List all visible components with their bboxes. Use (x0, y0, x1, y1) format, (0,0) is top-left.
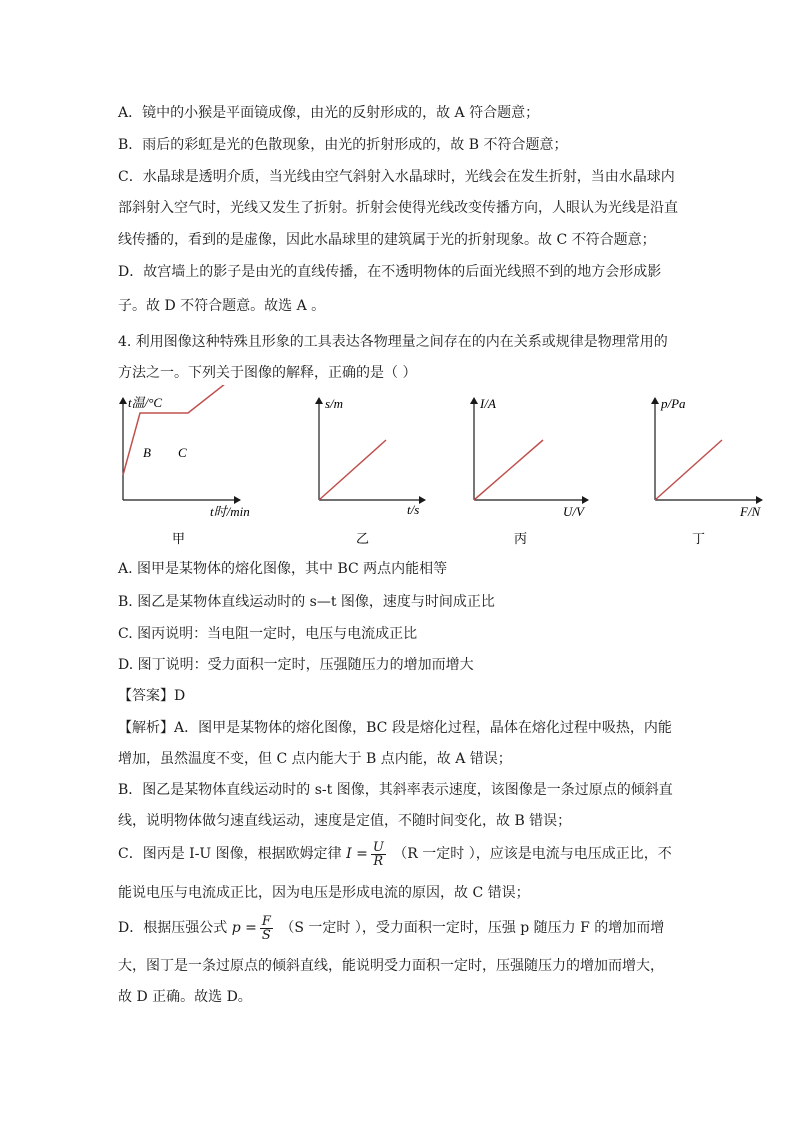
analysis-option-b-line1: B．图乙是某物体直线运动时的 s-t 图像，其斜率表示速度，该图像是一条过原点的倾斜直 (118, 782, 673, 798)
graph-bing-ylabel: I/A (480, 396, 496, 411)
analysis-option-d-line2: 大，图丁是一条过原点的倾斜直线，能说明受力面积一定时，压强随压力的增加而增大， (118, 958, 664, 974)
question-stem-line2: 方法之一。下列关于图像的解释，正确的是（ ） (118, 365, 417, 381)
option-b: B. 图乙是某物体直线运动时的 s—t 图像，速度与时间成正比 (118, 594, 495, 610)
graph-bing-xlabel: U/V (563, 504, 584, 519)
question-stem-line1: 4. 利用图像这种特殊且形象的工具表达各物理量之间存在的内在关系或规律是物理常用的 (118, 334, 668, 350)
ohm-formula-lhs: I = (346, 846, 368, 862)
analysis-option-c-line1 (118, 838, 672, 870)
graph-yi-line (319, 440, 386, 500)
figure-graphs (0, 385, 794, 560)
graph-jia-point-b: B (143, 445, 151, 460)
prev-option-a: A．镜中的小猴是平面镜成像，由光的反射形成的，故 A 符合题意； (118, 105, 540, 121)
prev-option-c-line2: 部斜射入空气时，光线又发生了折射。折射会使得光线改变传播方向，人眼认为光线是沿直 (118, 200, 678, 216)
analysis-a-text: A．图甲是某物体的熔化图像，BC 段是熔化过程，晶体在熔化过程中吸热，内能 (174, 720, 672, 736)
option-d: D. 图丁说明：受力面积一定时，压强随压力的增加而增大 (118, 657, 474, 673)
pressure-formula-lhs: p = (231, 920, 257, 936)
graph-bing (474, 396, 588, 546)
prev-option-c-line3: 线传播的，看到的是虚像，因此水晶球里的建筑属于光的折射现象。故 C 不符合题意； (118, 232, 656, 248)
graph-jia-point-c: C (178, 445, 187, 460)
graph-bing-caption: 丙 (514, 531, 528, 546)
graph-jia-xlabel: t时/min (210, 504, 250, 519)
graph-ding-xlabel: F/N (740, 504, 761, 519)
graph-ding-line (655, 440, 722, 500)
prev-option-d-line2: 子。故 D 不符合题意。故选 A 。 (118, 298, 326, 314)
graph-yi-caption: 乙 (356, 531, 370, 546)
answer-label: 【答案】D (118, 688, 186, 704)
analysis-option-c-line2: 能说电压与电流成正比，因为电压是形成电流的原因，故 C 错误； (118, 885, 530, 901)
graph-jia-caption: 甲 (172, 531, 186, 546)
analysis-d-post: （S 一定时 ），受力面积一定时，压强 p 随压力 F 的增加而增 (280, 920, 665, 936)
pressure-formula-numerator: F (261, 913, 271, 929)
ohm-formula-denominator: R (371, 854, 386, 868)
analysis-c-post: （R 一定时 ），应该是电流与电压成正比，不 (393, 846, 672, 862)
graph-yi-xlabel: t/s (407, 502, 420, 517)
analysis-c-pre: C．图丙是 I-U 图像，根据欧姆定律 (118, 846, 342, 862)
option-c: C. 图丙说明：当电阻一定时，电压与电流成正比 (118, 626, 418, 642)
analysis-option-a-line2: 增加，虽然温度不变，但 C 点内能大于 B 点内能，故 A 错误； (118, 751, 512, 767)
graph-ding (655, 396, 762, 546)
graph-jia-ylabel: t温/°C (128, 395, 163, 410)
graph-jia (123, 385, 250, 546)
analysis-option-a-line1 (118, 719, 672, 737)
analysis-label: 【解析】 (118, 720, 174, 736)
analysis-d-pre: D．根据压强公式 (118, 920, 228, 936)
graph-ding-ylabel: p/Pa (661, 396, 686, 411)
option-a: A. 图甲是某物体的熔化图像，其中 BC 两点内能相等 (118, 561, 448, 577)
analysis-option-d-line1 (118, 912, 664, 944)
graph-bing-line (474, 440, 543, 500)
graph-yi-ylabel: s/m (325, 396, 344, 411)
ohm-formula-numerator: U (372, 839, 384, 855)
analysis-option-b-line2: 线，说明物体做匀速直线运动，速度是定值，不随时间变化，故 B 错误； (118, 813, 572, 829)
analysis-option-d-line3: 故 D 正确。故选 D。 (118, 989, 252, 1005)
pressure-formula-fraction (260, 915, 273, 942)
ohm-formula-fraction (371, 841, 386, 868)
graph-ding-caption: 丁 (692, 531, 706, 546)
prev-option-d-line1: D．故宫墙上的影子是由光的直线传播，在不透明物体的后面光线照不到的地方会形成影 (118, 264, 662, 280)
prev-option-b: B．雨后的彩虹是光的色散现象，由光的折射形成的，故 B 不符合题意； (118, 137, 568, 153)
pressure-formula-denominator: S (260, 928, 273, 942)
graph-yi (319, 396, 425, 546)
prev-option-c-line1: C．水晶球是透明介质，当光线由空气斜射入水晶球时，光线会在发生折射，当由水晶球内 (118, 169, 675, 185)
